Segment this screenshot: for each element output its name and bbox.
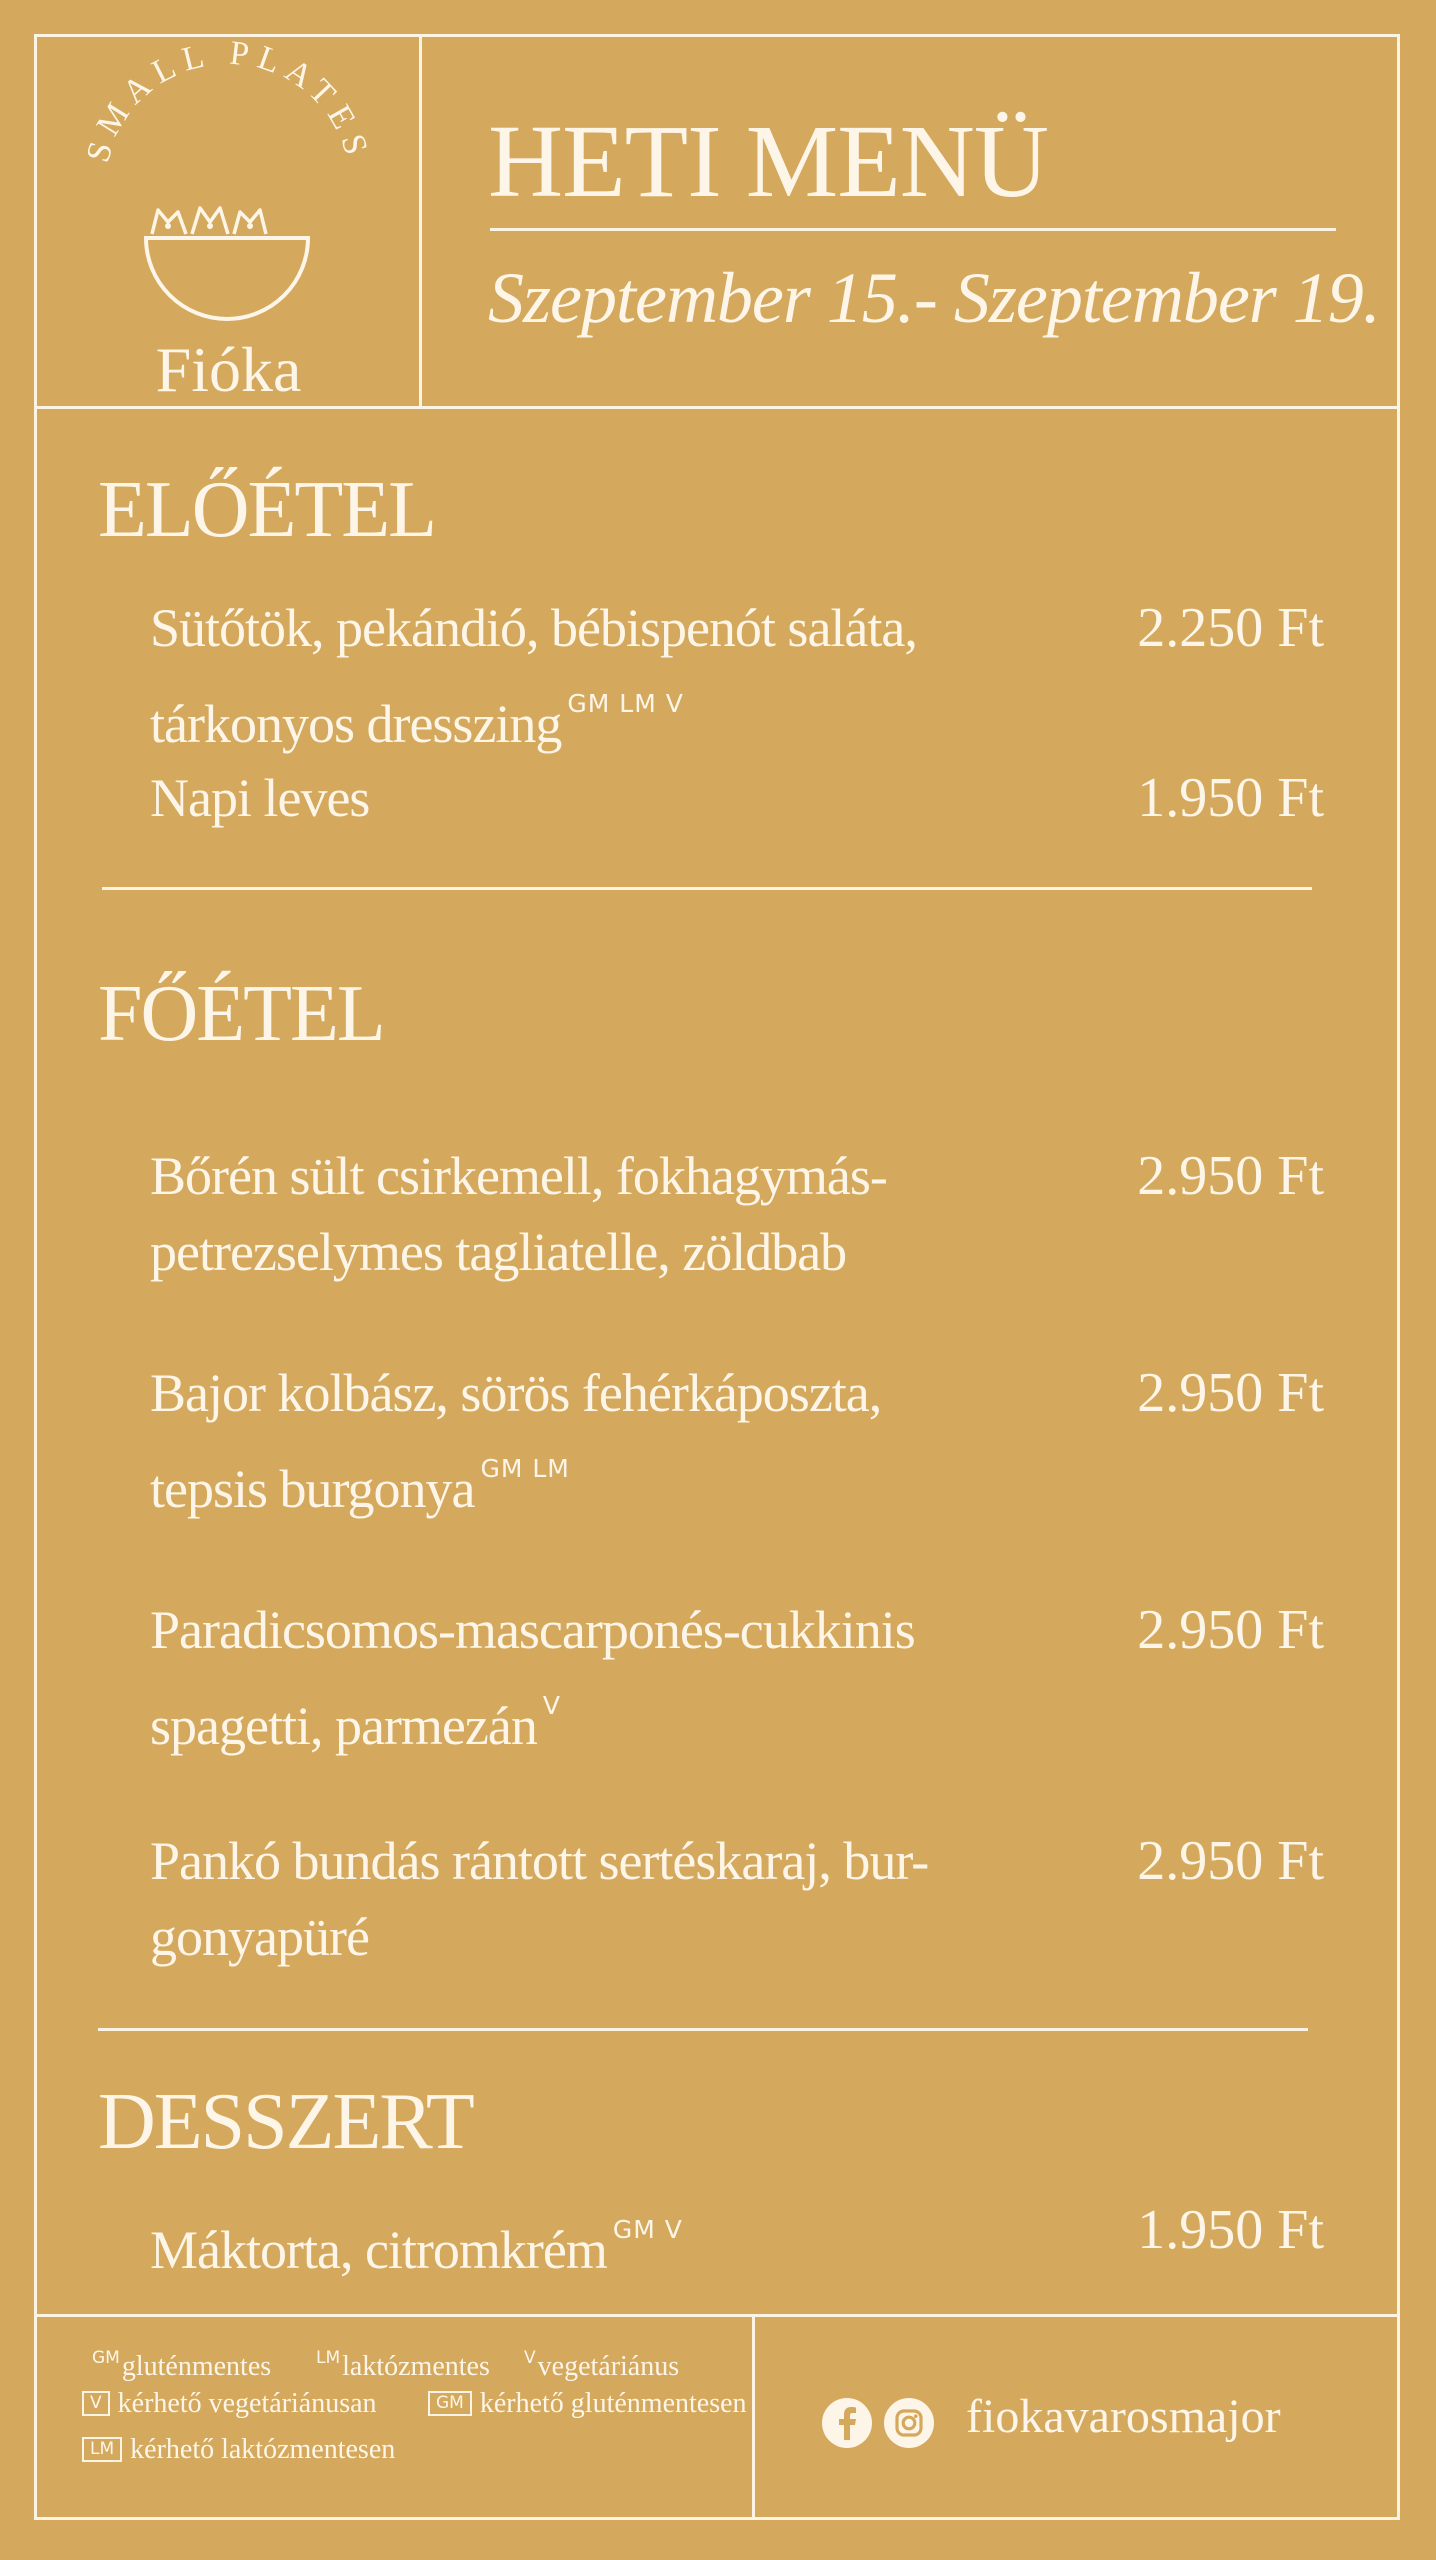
legend-lactose-free-on-request: LM kérhető laktózmentesen [82, 2436, 395, 2464]
diet-tags: GM V [612, 2215, 683, 2244]
footer-divider-vertical [752, 2316, 755, 2518]
bowl-logo-icon [36, 36, 421, 336]
menu-item-price: 1.950 Ft [1137, 767, 1324, 829]
title-underline [490, 228, 1336, 231]
legend-gluten-free-on-request: GM kérhető gluténmentesen [428, 2390, 747, 2418]
section-divider [102, 887, 1312, 890]
menu-item-name: Napi leves [150, 768, 370, 828]
logo [36, 36, 421, 408]
diet-tags: GM LM V [567, 689, 684, 718]
page-title: HETI MENÜ [488, 104, 1049, 219]
menu-item-name: Máktorta, citromkrém $^{GM V}$ [150, 2215, 683, 2280]
menu-item-price: 2.950 Ft [1137, 1145, 1324, 1207]
menu-item-name: Pankó bundás rántott sertéskaraj, bur- gonyapüré [150, 1831, 929, 1967]
facebook-icon[interactable] [822, 2398, 872, 2448]
menu-item-name: Bőrén sült csirkemell, fokhagymás- petrezselymes tagliatelle, zöldbab [150, 1146, 887, 1282]
menu-item-name: Paradicsomos-mascarponés-cukkinis spagetti, parmezán $^V$ [150, 1600, 915, 1756]
social-handle[interactable]: fiokavarosmajor [966, 2390, 1281, 2443]
brand-name: Fióka [155, 334, 302, 405]
diet-tags: V [542, 1691, 561, 1720]
legend-vegetarian-on-request: V kérhető vegetáriánusan [82, 2390, 377, 2418]
section-title-desserts: DESSZERT [98, 2078, 473, 2166]
legend-lactose-free: $^{LM}$laktózmentes [316, 2348, 490, 2382]
footer-divider-horizontal [36, 2314, 1398, 2317]
instagram-icon[interactable] [884, 2398, 934, 2448]
menu-item-price: 1.950 Ft [1137, 2199, 1324, 2261]
menu-item-name: Sütőtök, pekándió, bébispenót saláta, tárkonyos dresszing $^{GM LM V}$ [150, 598, 917, 754]
legend-vegetarian: $^V$vegetáriánus [524, 2348, 680, 2382]
menu-item-price: 2.950 Ft [1137, 1362, 1324, 1424]
legend-gluten-free: $^{GM}$gluténmentes [92, 2348, 272, 2382]
menu-item-name: Bajor kolbász, sörös fehérkáposzta, tepsis burgonya $^{GM LM}$ [150, 1363, 882, 1519]
section-divider [98, 2028, 1308, 2031]
section-title-mains: FŐÉTEL [98, 970, 384, 1058]
menu-item-price: 2.950 Ft [1137, 1599, 1324, 1661]
menu-item-price: 2.250 Ft [1137, 597, 1324, 659]
section-title-starters: ELŐÉTEL [98, 466, 435, 554]
date-range: Szeptember 15.- Szeptember 19. [488, 258, 1380, 338]
diet-tags: GM LM [480, 1454, 570, 1483]
logo-arc-text: SMALL PLATES [79, 36, 377, 167]
menu-item-price: 2.950 Ft [1137, 1830, 1324, 1892]
svg-text:SMALL PLATES [79, 36, 376, 166]
